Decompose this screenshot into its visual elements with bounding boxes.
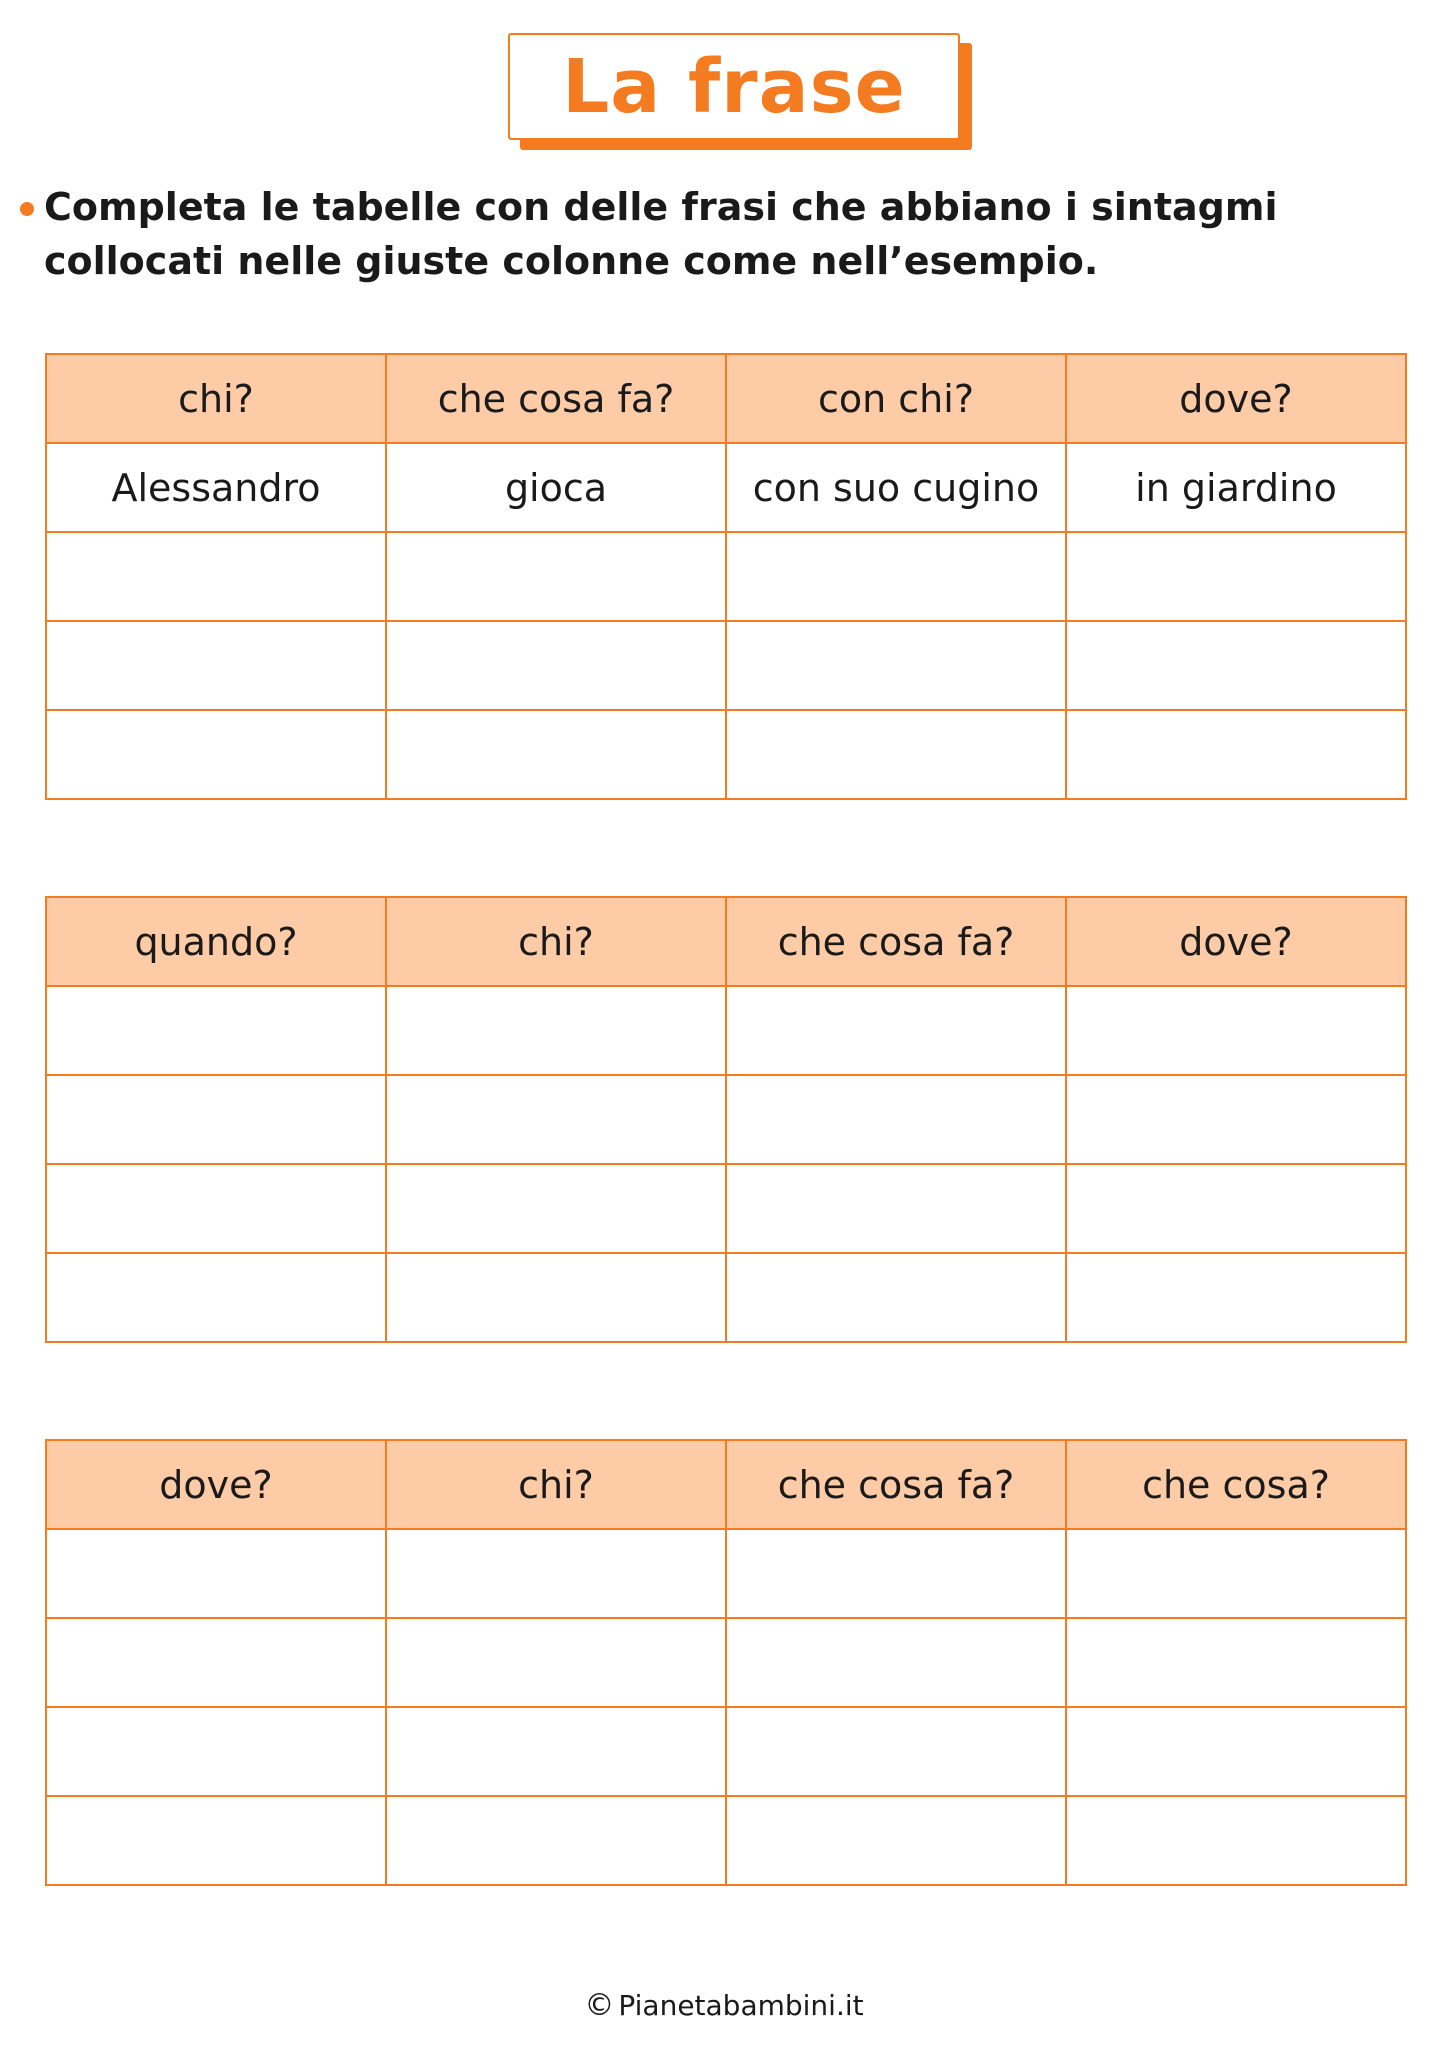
exercise-table-3	[45, 1439, 1407, 1886]
table-cell	[1066, 1253, 1406, 1342]
table-cell	[386, 1529, 726, 1618]
table-cell	[46, 710, 386, 799]
table-cell	[1066, 621, 1406, 710]
table-cell	[46, 532, 386, 621]
title-box	[508, 33, 960, 140]
column-header: dove?	[46, 1440, 386, 1529]
table-cell	[386, 1618, 726, 1707]
table-row	[46, 621, 1406, 710]
footer-site: Pianetabambini.it	[618, 1989, 864, 2022]
table-cell	[726, 1253, 1066, 1342]
column-header: chi?	[386, 1440, 726, 1529]
table-cell	[726, 532, 1066, 621]
table-cell	[1066, 986, 1406, 1075]
table-cell	[1066, 710, 1406, 799]
table-cell	[46, 1707, 386, 1796]
footer	[0, 1988, 1448, 2023]
table-cell	[386, 1253, 726, 1342]
column-header: che cosa fa?	[386, 354, 726, 443]
table-row	[46, 986, 1406, 1075]
table-cell	[726, 1075, 1066, 1164]
column-header: chi?	[386, 897, 726, 986]
table-row	[46, 1253, 1406, 1342]
table-header-row	[46, 1440, 1406, 1529]
table-cell	[726, 986, 1066, 1075]
column-header: dove?	[1066, 354, 1406, 443]
table-cell	[726, 1618, 1066, 1707]
table-row	[46, 532, 1406, 621]
table-cell	[726, 1707, 1066, 1796]
table-cell	[46, 621, 386, 710]
page-title: La frase	[562, 43, 906, 130]
table-header-row	[46, 354, 1406, 443]
title-badge	[508, 33, 960, 140]
table-cell	[386, 1707, 726, 1796]
exercise-table-1	[45, 353, 1407, 800]
table-cell	[726, 1796, 1066, 1885]
bullet-icon	[20, 202, 34, 216]
table-cell	[1066, 1075, 1406, 1164]
exercise-table-2	[45, 896, 1407, 1343]
table-cell	[386, 532, 726, 621]
table-cell: con suo cugino	[726, 443, 1066, 532]
column-header: dove?	[1066, 897, 1406, 986]
table-cell	[46, 1618, 386, 1707]
table-cell	[46, 1075, 386, 1164]
table-cell	[1066, 1529, 1406, 1618]
copyright-icon: ©	[584, 1988, 615, 2023]
table-row	[46, 1164, 1406, 1253]
column-header: quando?	[46, 897, 386, 986]
table-row	[46, 1618, 1406, 1707]
table-cell	[1066, 1164, 1406, 1253]
table-cell	[1066, 1618, 1406, 1707]
table-row	[46, 1075, 1406, 1164]
instruction	[20, 180, 1430, 288]
column-header: chi?	[46, 354, 386, 443]
table-cell	[386, 1164, 726, 1253]
table-cell	[726, 1164, 1066, 1253]
table-header-row	[46, 897, 1406, 986]
instruction-text: Completa le tabelle con delle frasi che abbiano i sintagmi collocati nelle giuste colonne come nell’esempio.	[44, 185, 1278, 283]
table-cell: in giardino	[1066, 443, 1406, 532]
table-cell	[726, 621, 1066, 710]
column-header: che cosa?	[1066, 1440, 1406, 1529]
table-cell	[46, 1253, 386, 1342]
table-cell	[1066, 1707, 1406, 1796]
table-cell: gioca	[386, 443, 726, 532]
table-row	[46, 710, 1406, 799]
table-cell	[386, 986, 726, 1075]
table-cell	[386, 710, 726, 799]
table-cell	[386, 1796, 726, 1885]
column-header: che cosa fa?	[726, 897, 1066, 986]
table-row	[46, 1529, 1406, 1618]
table-cell	[46, 1796, 386, 1885]
table-cell	[386, 1075, 726, 1164]
table-row	[46, 1707, 1406, 1796]
table-row	[46, 443, 1406, 532]
table-cell	[386, 621, 726, 710]
table-cell	[726, 710, 1066, 799]
table-cell	[726, 1529, 1066, 1618]
table-row	[46, 1796, 1406, 1885]
table-cell	[1066, 532, 1406, 621]
column-header: che cosa fa?	[726, 1440, 1066, 1529]
table-cell: Alessandro	[46, 443, 386, 532]
table-cell	[46, 986, 386, 1075]
column-header: con chi?	[726, 354, 1066, 443]
table-cell	[46, 1529, 386, 1618]
table-cell	[46, 1164, 386, 1253]
table-cell	[1066, 1796, 1406, 1885]
